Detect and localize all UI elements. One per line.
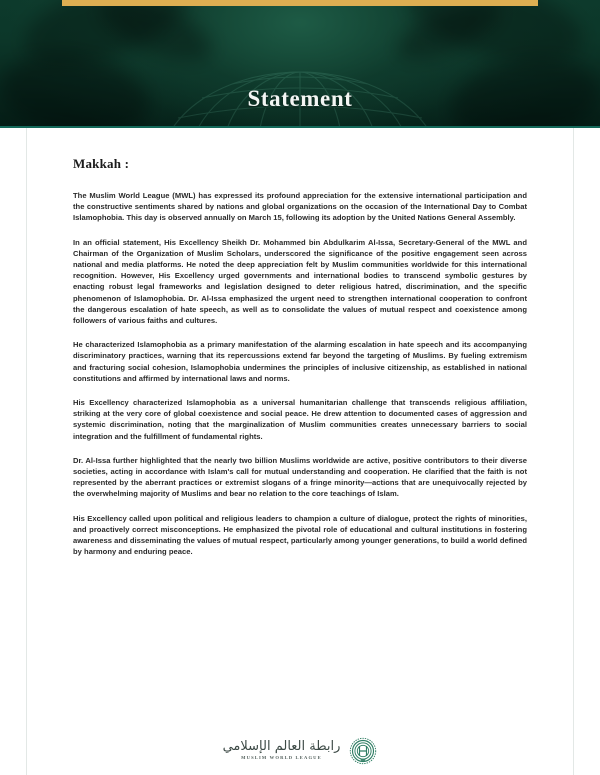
body-paragraph: His Excellency characterized Islamophobia as a universal humanitarian challenge that transcends religious affiliation, striking at the very core of global coexistence and social peace. He drew attention to documented cases of aggression and systemic discrimination, noting that the marginalization of Muslim communities creates unnecessary barriers to social integration and the fulfillment of fundamental rights.: [73, 398, 527, 441]
body-paragraph: In an official statement, His Excellency Sheikh Dr. Mohammed bin Abdulkarim Al-Issa, Secretary-General of the MWL and Chairman of the Organization of Muslim Scholars, underscored the significance of the positive engagement seen across national and media platforms. He noted the deep appreciation felt by Muslim communities worldwide for this international recognition. However, His Excellency urged governments and international bodies to transcend symbolic gestures by enacting robust legal frameworks and legislation designed to deter religious hatred, discrimination, and the specific phenomenon of Islamophobia. Dr. Al-Issa emphasized the urgent need to strengthen international cooperation to confront the dangerous escalation of hate speech, as well as to consolidate the values of mutual respect and coexistence among followers of various faiths and cultures.: [73, 237, 527, 326]
left-margin-rule: [26, 128, 27, 775]
mwl-wordmark-latin: MUSLIM WORLD LEAGUE: [241, 755, 322, 761]
body-paragraph: Dr. Al-Issa further highlighted that the nearly two billion Muslims worldwide are active, positive contributors to their diverse societies, acting in accordance with Islam's call for mutual understanding and cooperation. He clarified that the faith is not represented by the aberrant practices or extremist slogans of a fringe minority—actions that are unequivocally rejected by the overwhelming majority of Muslims and bear no relation to the core teachings of Islam.: [73, 455, 527, 499]
page-title: Statement: [247, 86, 353, 111]
body-paragraph: He characterized Islamophobia as a primary manifestation of the alarming escalation in hate speech and its accompanying discriminatory practices, warning that its repercussions extend far beyond the targeting of Muslims. By fueling extremism and fracturing social cohesion, Islamophobia undermines the principles of inclusive citizenship, as established in national constitutions and affirmed by international laws and norms.: [73, 340, 527, 383]
mwl-wordmark-arabic: رابطة العالم الإسلامي: [222, 739, 341, 755]
document-page: [0, 128, 600, 775]
mwl-seal-emblem-icon: [349, 737, 377, 765]
header-foliage-shadow: [399, 0, 592, 79]
document-header-banner: [0, 0, 600, 128]
header-bottom-rule: [0, 126, 600, 128]
body-paragraph: His Excellency called upon political and religious leaders to champion a culture of dialogue, protect the rights of minorities, and proactively correct misconceptions. He emphasized the pivotal role of educational and cultural institutions in fostering awareness and disseminating the values of mutual respect, particularly among younger generations, to build a world defined by harmony and enduring peace.: [73, 513, 527, 557]
gold-accent-bar: [62, 0, 538, 6]
header-foliage-shadow: [391, 0, 508, 71]
body-paragraph: The Muslim World League (MWL) has expressed its profound appreciation for the extensive international participation and the constructive sentiments shared by nations and global organizations on the occasion of the International Day to Combat Islamophobia. This day is observed annually on March 15, following its adoption by the United Nations General Assembly.: [73, 191, 527, 223]
footer-logo: [0, 726, 600, 775]
header-foliage-shadow: [13, 0, 196, 81]
header-foliage-shadow: [92, 0, 220, 73]
right-margin-rule: [573, 128, 574, 775]
dateline: Makkah :: [73, 156, 130, 171]
statement-body: [73, 156, 527, 557]
mwl-wordmark: [223, 740, 341, 761]
